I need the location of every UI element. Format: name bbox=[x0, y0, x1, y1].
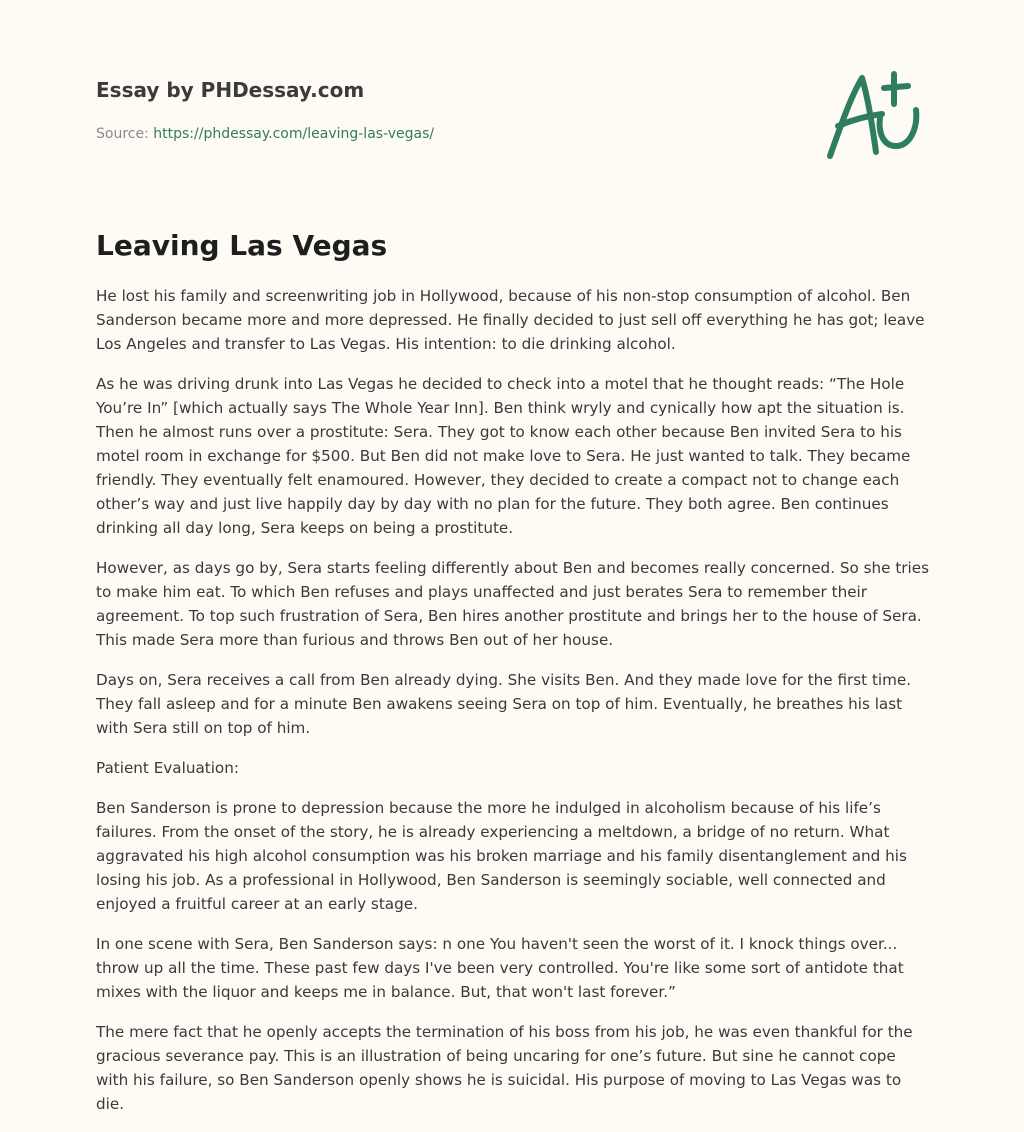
section-label: Patient Evaluation: bbox=[96, 759, 239, 777]
brand-title: Essay by PHDessay.com bbox=[96, 78, 365, 102]
page-header bbox=[96, 76, 928, 186]
source-line bbox=[96, 124, 434, 144]
essay-body bbox=[96, 284, 932, 1132]
essay-paragraph: However, as days go by, Sera starts feeling differently about Ben and becomes really concerned. So she tries to make him eat. To which Ben refuses and plays unaffected and just berates Sera to remember their agreement. To top such frustration of Sera, Ben hires another prostitute and brings her to the house of Sera. This made Sera more than furious and throws Ben out of her house. bbox=[96, 559, 929, 649]
source-link[interactable]: https://phdessay.com/leaving-las-vegas/ bbox=[153, 126, 435, 142]
essay-paragraph: In one scene with Sera, Ben Sanderson says: n one You haven't seen the worst of it. I knock things over... throw up all the time. These past few days I've been very controlled. You're like some sort of antidote that mixes with the liquor and keeps me in balance. But, that won't last forever.” bbox=[96, 935, 904, 1001]
essay-paragraph: As he was driving drunk into Las Vegas he decided to check into a motel that he thought reads: “The Hole You’re In” [which actually says The Whole Year Inn]. Ben think wryly and cynically how apt the situation is. Then he almost runs over a prostitute: Sera. They got to know each other because Ben invited Sera to his motel room in exchange for $500. But Ben did not make love to Sera. He just wanted to talk. They became friendly. They eventually felt enamoured. However, they decided to create a compact not to change each other’s way and just live happily day by day with no plan for the future. They both agree. Ben continues drinking all day long, Sera keeps on being a prostitute. bbox=[96, 375, 911, 537]
essay-paragraph: Ben Sanderson is prone to depression because the more he indulged in alcoholism because of his life’s failures. From the onset of the story, he is already experiencing a meltdown, a bridge of no return. What aggravated his high alcohol consumption was his broken marriage and his family disentanglement and his losing his job. As a professional in Hollywood, Ben Sanderson is seemingly sociable, well connected and enjoyed a fruitful career at an early stage. bbox=[96, 799, 907, 913]
essay-paragraph: Days on, Sera receives a call from Ben already dying. She visits Ben. And they made love for the first time. They fall asleep and for a minute Ben awakens seeing Sera on top of him. Eventually, he breathes his last with Sera still on top of him. bbox=[96, 671, 912, 737]
a-plus-logo-icon bbox=[824, 68, 924, 164]
essay-title: Leaving Las Vegas bbox=[96, 229, 388, 262]
essay-paragraph: The mere fact that he openly accepts the termination of his boss from his job, he was even thankful for the gracious severance pay. This is an illustration of being uncaring for one’s future. But sine he cannot cope with his failure, so Ben Sanderson openly shows he is suicidal. His purpose of moving to Las Vegas was to die. bbox=[96, 1023, 913, 1113]
source-label: Source: bbox=[96, 126, 149, 142]
essay-paragraph: He lost his family and screenwriting job in Hollywood, because of his non-stop consumption of alcohol. Ben Sanderson became more and more depressed. He finally decided to just sell off everything he has got; leave Los Angeles and transfer to Las Vegas. His intention: to die drinking alcohol. bbox=[96, 287, 925, 353]
